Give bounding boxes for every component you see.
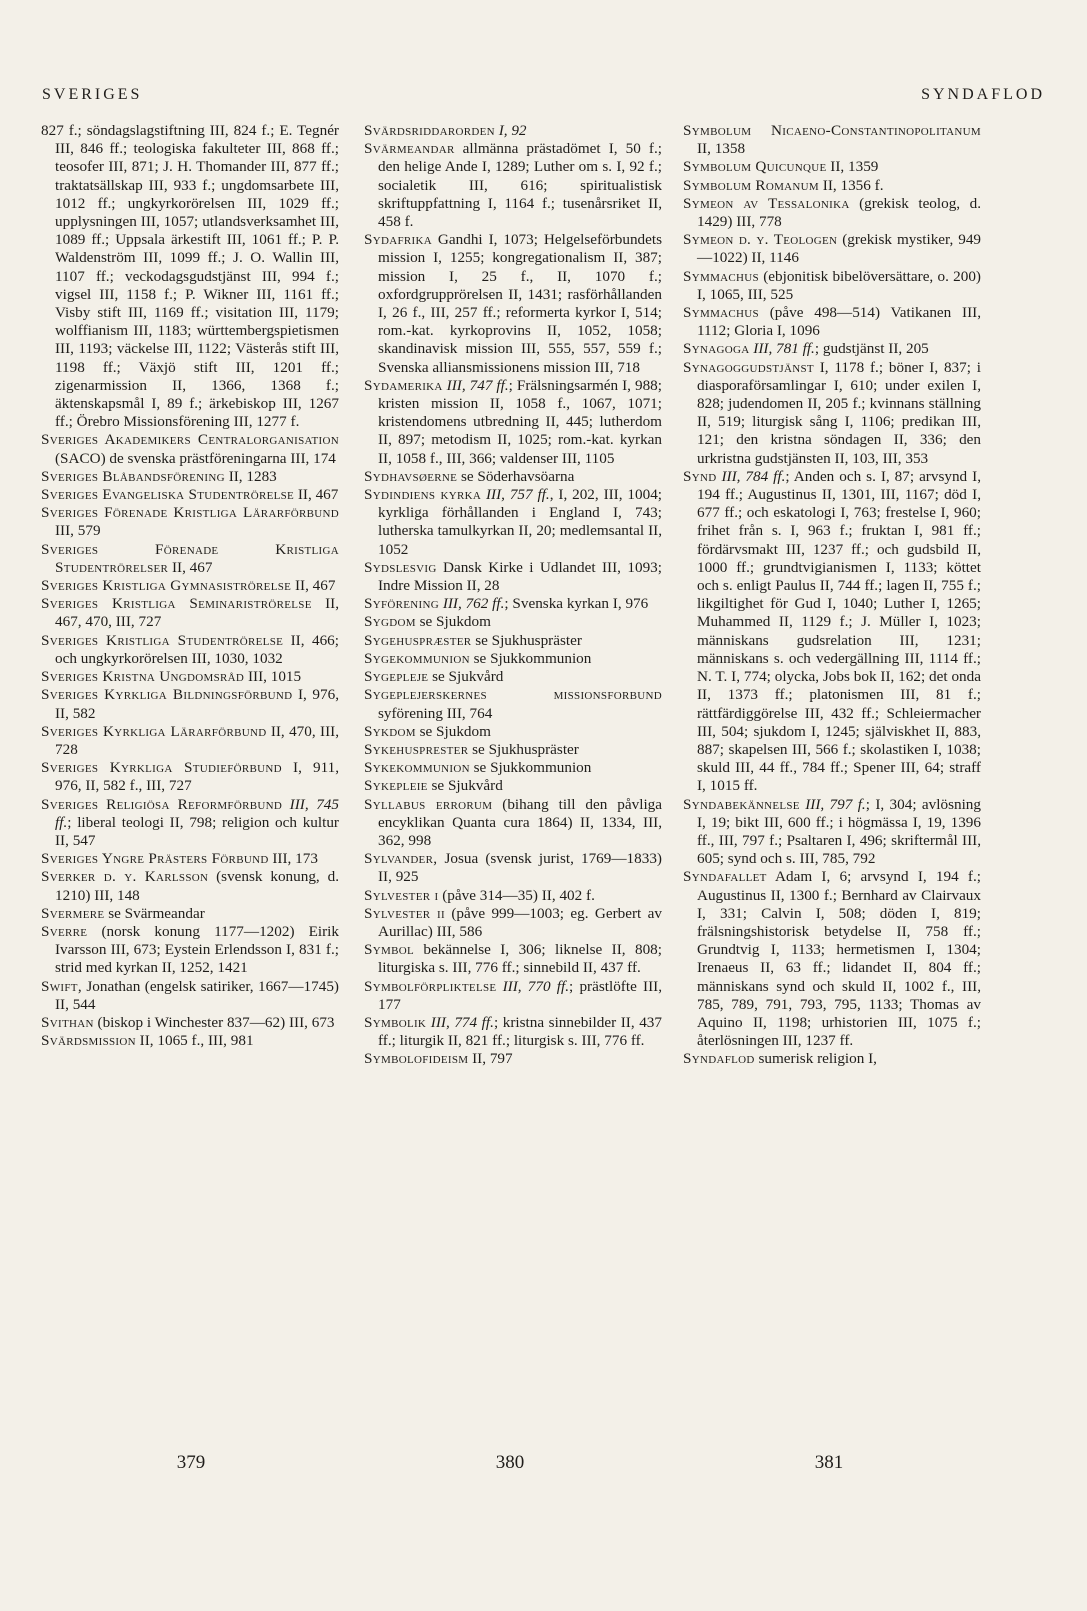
entry-references: (påve 498—514) Vatikanen III, 1112; Gloria I, 1096 xyxy=(697,304,981,340)
index-entry xyxy=(683,340,981,358)
entry-references: II, 797 xyxy=(468,1050,513,1068)
entry-headword: Symmachus xyxy=(683,304,759,322)
entry-headword: Symbolofideism xyxy=(364,1050,469,1068)
entry-headword: Symbolum Nicaeno-Constantinopolitanum xyxy=(683,122,981,139)
entry-references: Dansk Kirke i Udlandet III, 1093; Indre Mission II, 28 xyxy=(378,558,662,595)
entry-references: Adam I, 6; arvsynd I, 194 f.; Augustinus II, 1300 f.; Bernhard av Clairvaux I, 331; Calvin I, 508; döden I, 819; frälsningshistorisk betydelse II, 758 ff.; Grundtvig I, 1133; hermetismen I, 1304; Irenaeus II, 63 ff.; lidandet II, 804 ff.; människans synd och skuld II, 1002 f., III, 785, 789, 791, 793, 795, 1133; Thomas av Aquino II, 1198; urhistorien III, 1075 f.; återlösningen III, 1237 ff. xyxy=(697,868,981,1050)
entry-headword: Sylvester ii xyxy=(364,904,445,922)
entry-references: , I, 202, III, 1004; kyrkliga förhållanden i England I, 743; lutherska tamulkyrkan II, 20; medlemsantal II, 1052 xyxy=(378,486,663,558)
entry-references: ; I, 304; avlösning I, 19; bikt III, 600 ff.; i högmässa I, 19, 1396 ff., III, 797 f.; Psaltaren I, 496; skriftermål III, 605; synd och s. III, 785, 792 xyxy=(697,795,981,868)
entry-headword: Sveriges Kristliga Studentrörelse xyxy=(41,631,284,649)
index-entry xyxy=(41,723,339,759)
entry-headword: Synagoggudstjänst xyxy=(683,358,814,376)
entry-references: ; Anden och s. I, 87; arvsynd I, 194 ff.; Augustinus II, 1301, III, 1167; död I, 677 ff.; och eskatologi I, 763; frestelse I, 960; frihet från s. I, 963 f.; fruktan I, 981 ff.; fördärvsmakt III, 1237 ff.; och gudsbild II, 1000 ff.; grundtvigianismen I, 1133; köttet och s. enligt Paulus II, 744 ff.; lagen II, 755 f.; likgiltighet för Gud I, 1040; Luther I, 1265; Muhammed II, 1129 f.; J. Müller I, 1023; människans gudsrelation III, 1231; människans s. och vedergällning III, 1114 ff.; N. T. I, 774; olycka, Jobs bok II, 162; det onda II, 1373 ff.; platonismen III, 81 f.; rättfärdiggörelse III, 432 ff.; Schleiermacher III, 504; sjukdom I, 1245; själviskhet II, 883, 887; skapelsen III, 566 f.; skolastiken I, 1038; skuld III, 44 ff., 784 ff.; Spener III, 64; straff I, 1015 ff. xyxy=(697,467,981,795)
header-right: SYNDAFLOD xyxy=(921,86,1045,103)
index-entry xyxy=(41,431,339,467)
entry-headword: Sydafrika xyxy=(364,231,432,249)
index-entry xyxy=(683,195,981,231)
entry-references: III, 579 xyxy=(55,522,101,540)
entry-references: (påve 999—1003; eg. Gerbert av Aurillac) III, 586 xyxy=(378,904,662,940)
entry-references: se Sjukhuspräster xyxy=(468,740,579,758)
entry-headword: Sydamerika xyxy=(364,376,443,394)
entry-references: II, 467 xyxy=(168,558,213,576)
index-entry xyxy=(364,668,662,686)
index-entry xyxy=(364,559,662,595)
index-entry xyxy=(41,504,339,540)
entry-headword: Symeon d. y. Teologen xyxy=(683,231,838,249)
entry-headword: Sverker d. y. Karlsson xyxy=(41,868,209,886)
index-entry xyxy=(364,850,662,886)
running-header xyxy=(42,86,1045,106)
index-entry xyxy=(41,868,339,904)
page-number-middle: 380 xyxy=(495,1452,525,1473)
entry-references: 827 f.; söndagslagstiftning III, 824 f.; E. Tegnér III, 846 ff.; teologiska fakulteter III, 868 ff.; teosofer III, 871; J. H. Thomander III, 877 ff.; traktatsällskap III, 933 f.; ungdomsarbete III, 1012 ff.; ungkyrkorörelsen III, 1029 ff.; upplysningen III, 1057; utlandsverksamhet III, 1089 ff.; Uppsala ärkestift III, 1061 ff.; P. P. Waldenström III, 1099 ff.; J. O. Wallin III, 1107 ff.; veckodagsgudstjänst III, 994 f.; vigsel III, 1158 f.; P. Wikner III, 1161 ff.; Visby stift III, 1169 ff.; visitation III, 1179; wolffianism III, 1183; württembergspietismen III, 1193; väckelse III, 1122; Västerås stift III, 1198 ff.; Växjö stift III, 1201 ff.; zigenarmission II, 1366, 1368 f.; äktenskapsmål I, 89 f.; ärkebiskop III, 1267 ff.; Örebro Missionsförening III, 1277 f. xyxy=(41,122,339,431)
index-entry xyxy=(683,268,981,304)
entry-headword: Symbolum Romanum xyxy=(683,176,819,194)
index-entry xyxy=(364,741,662,759)
index-entry xyxy=(41,632,339,668)
entry-references: III, 173 xyxy=(268,850,318,868)
entry-headword: Svärmeandar xyxy=(364,140,455,158)
entry-references: ; liberal teologi II, 798; religion och kultur II, 547 xyxy=(55,813,339,849)
entry-main-reference: III, 745 ff. xyxy=(55,795,339,831)
entry-headword: Symbolik xyxy=(364,1013,427,1031)
index-entry xyxy=(364,122,662,140)
index-entry xyxy=(683,158,981,176)
entry-main-reference: III, 762 ff. xyxy=(439,595,505,613)
entry-references: II, 1359 xyxy=(826,158,879,176)
entry-references: ; kristna sinnebilder II, 437 ff.; liturgik II, 821 ff.; liturgisk s. III, 776 ff. xyxy=(378,1013,662,1050)
entry-headword: Sveriges Kristna Ungdomsråd xyxy=(41,668,245,686)
entry-references: (biskop i Winchester 837—62) III, 673 xyxy=(93,1013,335,1031)
header-left: SVERIGES xyxy=(42,86,143,103)
entry-references: Gandhi I, 1073; Helgelseförbundets mission I, 1255; kongregationalism II, 387; mission I, 25 f., II, 1070 f.; oxfordgrupprörelsen II, 1431; rasförhållanden I, 26 f., III, 257 ff.; reformerta kyrkor I, 514; rom.-kat. kyrkoprovins II, 1052, 1058; skandinavisk mission III, 555, 557, 559 f.; Svenska alliansmissionens mission III, 718 xyxy=(378,231,662,376)
entry-references: bekännelse I, 306; liknelse II, 808; liturgiska s. III, 776 ff.; sinnebild II, 437 ff. xyxy=(378,941,662,977)
entry-headword: Sveriges Kyrkliga Studieförbund xyxy=(41,759,282,777)
index-entry xyxy=(41,541,339,577)
entry-references: ; Svenska kyrkan I, 976 xyxy=(504,595,649,613)
entry-headword: Sveriges Blåbandsförening xyxy=(41,467,225,485)
entry-headword: Swift, xyxy=(41,977,82,995)
entry-references: II, 466; och ungkyrkorörelsen III, 1030, 1032 xyxy=(55,631,339,667)
entry-main-reference: III, 797 f. xyxy=(799,795,866,813)
entry-references: (svensk konung, d. 1210) III, 148 xyxy=(55,868,339,904)
index-entry xyxy=(364,650,662,668)
entry-references: (SACO) de svenska prästföreningarna III, 174 xyxy=(55,449,336,467)
page-number-left: 379 xyxy=(176,1452,206,1473)
entry-headword: Sveriges Kyrkliga Lärarförbund xyxy=(41,722,267,740)
entry-references: se Sjukvård xyxy=(427,777,503,795)
entry-references: (grekisk mystiker, 949—1022) II, 1146 xyxy=(697,231,982,267)
entry-headword: Synd xyxy=(683,467,717,485)
index-entry xyxy=(364,231,662,377)
entry-headword: Sveriges Kristliga Seminariströrelse xyxy=(41,595,312,613)
entry-headword: Sykehusprester xyxy=(364,740,469,758)
index-entry xyxy=(41,668,339,686)
entry-headword: Symbol xyxy=(364,941,414,959)
index-entry xyxy=(41,595,339,631)
index-entry xyxy=(364,796,662,851)
entry-references: I, 976, II, 582 xyxy=(55,686,339,722)
entry-references: II, 467 xyxy=(294,486,339,504)
index-entry xyxy=(364,905,662,941)
entry-main-reference: III, 774 ff. xyxy=(426,1013,494,1031)
entry-main-reference: III, 784 ff. xyxy=(716,467,786,485)
entry-headword: Syndabekännelse xyxy=(683,795,800,813)
entry-headword: Svärdsmission xyxy=(41,1032,136,1050)
entry-headword: Sykepleie xyxy=(364,777,428,795)
entry-references: se Sjukkommunion xyxy=(469,649,592,667)
entry-references: II, 1356 f. xyxy=(818,176,884,194)
entry-headword: Syndafallet xyxy=(683,868,767,886)
entry-headword: Sydhavsøerne xyxy=(364,467,458,485)
entry-main-reference: III, 770 ff. xyxy=(496,977,570,995)
index-entry xyxy=(683,231,981,267)
entry-references: II, 1358 xyxy=(697,140,746,158)
entry-headword: Sygdom xyxy=(364,613,416,631)
index-column-1 xyxy=(41,122,339,1050)
entry-headword: Syndaflod xyxy=(683,1050,755,1068)
entry-headword: Sveriges Religiösa Reformförbund xyxy=(41,795,283,813)
entry-references: (ebjonitisk bibelöversättare, o. 200) I, 1065, III, 525 xyxy=(697,267,981,303)
entry-main-reference: III, 747 ff. xyxy=(442,376,509,394)
entry-references: se Sjukhuspräster xyxy=(471,631,582,649)
index-entry xyxy=(41,978,339,1014)
entry-references: II, 467 xyxy=(291,577,336,595)
index-entry xyxy=(41,923,339,978)
entry-references: se Söderhavsöarna xyxy=(457,467,575,485)
index-entry xyxy=(364,377,662,468)
entry-headword: Sydslesvig xyxy=(364,558,437,576)
index-entry xyxy=(364,613,662,631)
entry-headword: Sykekommunion xyxy=(364,759,470,777)
entry-references: I, 1178 f.; böner I, 837; i diasporaförsamlingar I, 610; under exilen I, 828; judendomen II, 205 f.; kvinnans ställning II, 519; liturgisk sång I, 1106; predikan III, 121; den kristna söndagen II, 336; den urkristna gudstjänsten II, 103, III, 353 xyxy=(697,358,981,467)
entry-references: I, 911, 976, II, 582 f., III, 727 xyxy=(55,759,339,795)
index-entry xyxy=(41,905,339,923)
entry-headword: Svärdsriddarorden xyxy=(364,122,495,139)
entry-headword: Symbolum Quicunque xyxy=(683,158,827,176)
index-entry xyxy=(41,686,339,722)
index-entry xyxy=(683,1050,981,1068)
index-entry xyxy=(683,177,981,195)
index-entry xyxy=(41,468,339,486)
entry-headword: Sylvander, xyxy=(364,850,438,868)
entry-references: ; Frälsningsarmén I, 988; kristen mission II, 1058 f., 1067, 1071; kristendomens utbredning II, 445; lutherdom II, 897; metodism II, 1025; rom.-kat. kyrkan II, 1058 f., III, 366; valdenser III, 1105 xyxy=(378,376,662,467)
entry-headword: Symbolförpliktelse xyxy=(364,977,497,995)
entry-headword: Sveriges Förenade Kristliga Studentrörelser xyxy=(41,540,339,576)
index-entry xyxy=(683,796,981,869)
entry-references: syförening III, 764 xyxy=(378,704,493,722)
entry-references: III, 1015 xyxy=(244,668,302,686)
entry-main-reference: III, 781 ff. xyxy=(749,340,815,358)
index-entry xyxy=(683,304,981,340)
entry-references: Jonathan (engelsk satiriker, 1667—1745) II, 544 xyxy=(55,977,339,1013)
index-entry xyxy=(364,632,662,650)
index-entry xyxy=(364,723,662,741)
index-entry xyxy=(364,468,662,486)
entry-references: allmänna prästadömet I, 50 f.; den helige Ande I, 1289; Luther om s. I, 92 f.; socialetik III, 616; spiritualistisk skriftuppfattning I, 1164 f.; tusenårsriket II, 458 f. xyxy=(378,140,662,231)
entry-headword: Svithan xyxy=(41,1013,94,1031)
entry-references: se Sjukdom xyxy=(415,613,491,631)
entry-main-reference: III, 757 ff. xyxy=(481,486,550,504)
entry-headword: Syllabus errorum xyxy=(364,795,493,813)
entry-headword: Sydindiens kyrka xyxy=(364,486,482,504)
entry-headword: Syförening xyxy=(364,595,440,613)
entry-references: (påve 314—35) II, 402 f. xyxy=(438,886,595,904)
entry-references: II, 1283 xyxy=(224,467,277,485)
index-entry xyxy=(683,868,981,1050)
entry-headword: Sveriges Förenade Kristliga Lärarförbund xyxy=(41,504,339,522)
entry-headword: Sylvester i xyxy=(364,886,439,904)
index-entry xyxy=(683,359,981,468)
entry-references: Josua (svensk jurist, 1769—1833) II, 925 xyxy=(378,850,662,886)
index-column-3 xyxy=(683,122,981,1069)
entry-references: (norsk konung 1177—1202) Eirik Ivarsson III, 673; Eystein Erlendsson I, 831 f.; strid med kyrkan II, 1252, 1421 xyxy=(55,922,339,977)
index-entry xyxy=(364,686,662,722)
index-entry xyxy=(41,759,339,795)
index-entry xyxy=(364,595,662,613)
entry-headword: Synagoga xyxy=(683,340,750,358)
entry-references: se Sjukvård xyxy=(428,668,504,686)
index-entry xyxy=(41,577,339,595)
index-entry xyxy=(364,759,662,777)
entry-references: se Sjukkommunion xyxy=(469,759,592,777)
entry-headword: Sygekommunion xyxy=(364,649,470,667)
index-entry xyxy=(364,1014,662,1050)
index-entry xyxy=(364,140,662,231)
entry-headword: Sveriges Kristliga Gymnasiströrelse xyxy=(41,577,292,595)
entry-headword: Sveriges Akademikers Centralorganisation xyxy=(41,431,339,449)
index-entry xyxy=(683,122,981,158)
index-entry xyxy=(41,796,339,851)
entry-headword: Svermere xyxy=(41,904,105,922)
index-entry xyxy=(41,486,339,504)
index-entry xyxy=(364,978,662,1014)
index-entry xyxy=(364,887,662,905)
page-number-right: 381 xyxy=(814,1452,844,1473)
entry-main-reference: I, 92 xyxy=(494,122,527,139)
entry-headword: Sygehuspræster xyxy=(364,631,472,649)
index-entry xyxy=(364,486,662,559)
index-entry xyxy=(364,941,662,977)
entry-headword: Sveriges Evangeliska Studentrörelse xyxy=(41,486,295,504)
entry-references: se Svärmeandar xyxy=(104,904,205,922)
entry-references: (bihang till den påvliga encyklikan Quanta cura 1864) II, 1334, III, 362, 998 xyxy=(378,795,663,849)
entry-headword: Sygeplejerskernes missionsforbund xyxy=(364,686,662,704)
entry-references: (grekisk teolog, d. 1429) III, 778 xyxy=(697,194,981,231)
entry-headword: Sveriges Kyrkliga Bildningsförbund xyxy=(41,686,293,704)
entry-headword: Sykdom xyxy=(364,722,416,740)
entry-references: ; gudstjänst II, 205 xyxy=(814,340,929,358)
index-entry xyxy=(41,850,339,868)
entry-references: se Sjukdom xyxy=(415,722,491,740)
entry-references: ; prästlöfte III, 177 xyxy=(378,977,662,1013)
index-entry xyxy=(364,1050,662,1068)
index-entry xyxy=(41,1032,339,1050)
index-column-2 xyxy=(364,122,662,1069)
entry-headword: Sygepleje xyxy=(364,668,429,686)
entry-references: II, 1065 f., III, 981 xyxy=(135,1032,254,1050)
entry-references: II, 467, 470, III, 727 xyxy=(55,595,339,631)
index-entry xyxy=(41,122,339,431)
entry-headword: Symeon av Tessalonika xyxy=(683,194,850,212)
index-entry xyxy=(41,1014,339,1032)
index-entry xyxy=(364,777,662,795)
entry-headword: Sveriges Yngre Prästers Förbund xyxy=(41,850,269,868)
entry-references: sumerisk religion I, xyxy=(754,1050,877,1068)
index-entry xyxy=(683,468,981,796)
entry-headword: Symmachus xyxy=(683,267,759,285)
entry-references: II, 470, III, 728 xyxy=(55,722,339,758)
entry-headword: Sverre xyxy=(41,922,88,940)
